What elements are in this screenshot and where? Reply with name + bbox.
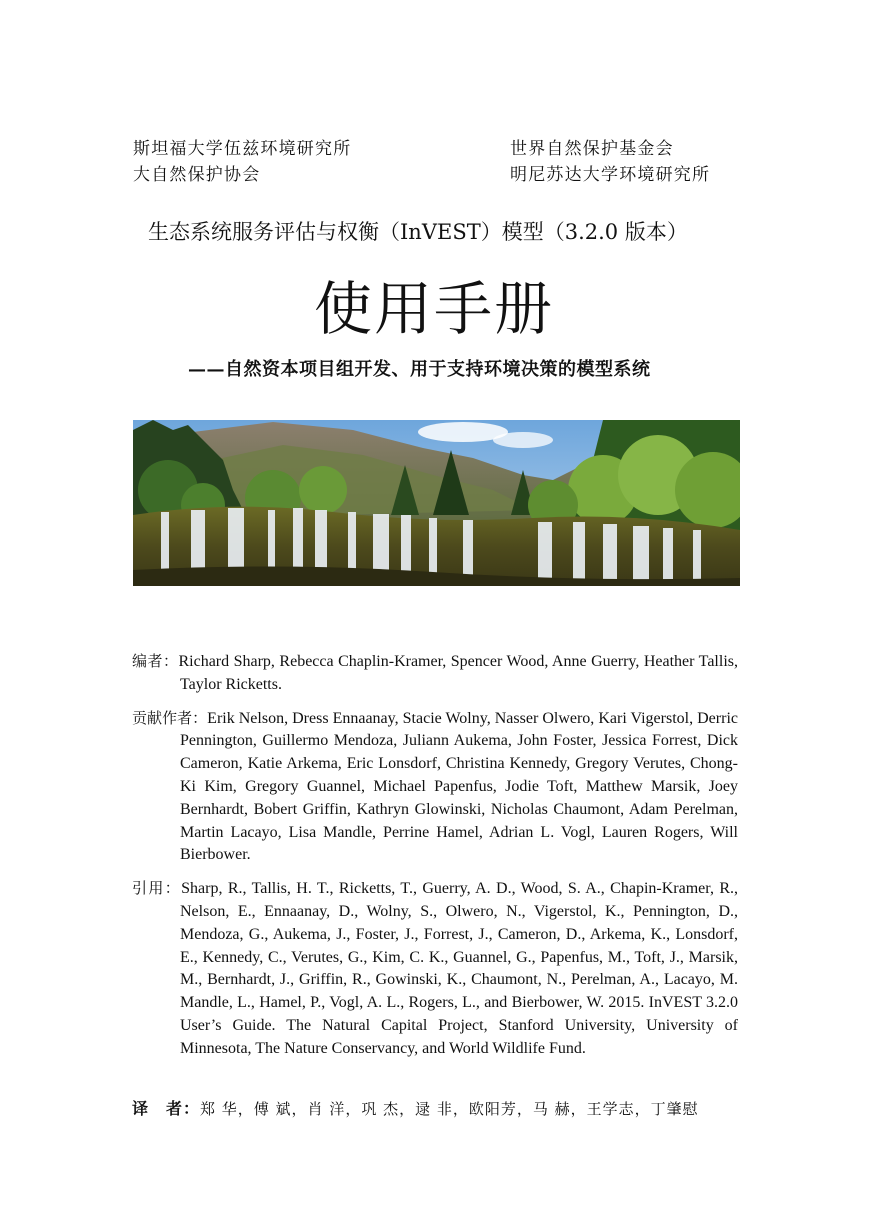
translators-list: 郑 华，傅 斌，肖 洋，巩 杰，逯 非，欧阳芳，马 赫，王学志，丁肇慰 (200, 1100, 699, 1118)
editors-label: 编者： (132, 652, 179, 670)
cover-photo-waterfall (133, 420, 740, 586)
translators-line (132, 1096, 699, 1119)
model-subtitle: 生态系统服务评估与权衡（InVEST）模型（3.2.0 版本） (148, 220, 688, 244)
contributors-list: Erik Nelson, Dress Ennaanay, Stacie Wolny, Nasser Olwero, Kari Vigerstol, Derric Pennington, Guillermo Mendoza, Juliann Aukema, John Foster, Jessica Forrest, Dick Cameron, Katie Arkema, Eric Lonsdorf, Christina Kennedy, Gregory Verutes, Chong-Ki Kim, Gregory Guannel, Michael Papenfus, Jodie Toft, Matthew Marsik, Joey Bernhardt, Bobert Griffin, Kathryn Glowinski, Nicholas Chaumont, Adam Perelman, Martin Lacayo, Lisa Mandle, Perrine Hamel, Adrian L. Vogl, Lauren Rogers, Will Bierbower. (180, 709, 738, 864)
institution-tnc: 大自然保护协会 (133, 165, 261, 185)
citation-text: Sharp, R., Tallis, H. T., Ricketts, T., Guerry, A. D., Wood, S. A., Chapin-Kramer, R., Nelson, E., Ennaanay, D., Wolny, S., Olwero, N., Vigerstol, K., Pennington, D., Mendoza, G., Aukema, J., Foster, J., Forrest, J., Cameron, D., Arkema, K., Lonsdorf, E., Kennedy, C., Verutes, G., Kim, C. K., Guannel, G., Papenfus, M., Toft, J., Marsik, M., Bernhardt, J., Griffin, R., Gowinski, K., Chaumont, N., Perelman, A., Lacayo, M. Mandle, L., Hamel, P., Vogl, A. L., Rogers, L., and Bierbower, W. 2015. InVEST 3.2.0 User’s Guide. The Natural Capital Project, Stanford University, University of Minnesota, The Nature Conservancy, and World Wildlife Fund. (180, 880, 738, 1057)
translators-label: 译 者： (132, 1099, 201, 1118)
editors-paragraph (132, 650, 738, 697)
citation-label: 引用： (132, 879, 182, 898)
institution-wwf: 世界自然保护基金会 (510, 139, 674, 159)
citation-paragraph (132, 877, 738, 1060)
institution-umn: 明尼苏达大学环境研究所 (510, 165, 711, 185)
page-title: 使用手册 (314, 275, 555, 343)
editors-list: Richard Sharp, Rebecca Chaplin-Kramer, Spencer Wood, Anne Guerry, Heather Tallis, Taylor Ricketts. (178, 653, 738, 693)
institution-stanford: 斯坦福大学伍兹环境研究所 (133, 139, 352, 159)
tagline: ——自然资本项目组开发、用于支持环境决策的模型系统 (188, 359, 651, 380)
contributors-label: 贡献作者： (132, 708, 208, 727)
credits-block (132, 650, 738, 1071)
contributors-paragraph (132, 707, 738, 868)
